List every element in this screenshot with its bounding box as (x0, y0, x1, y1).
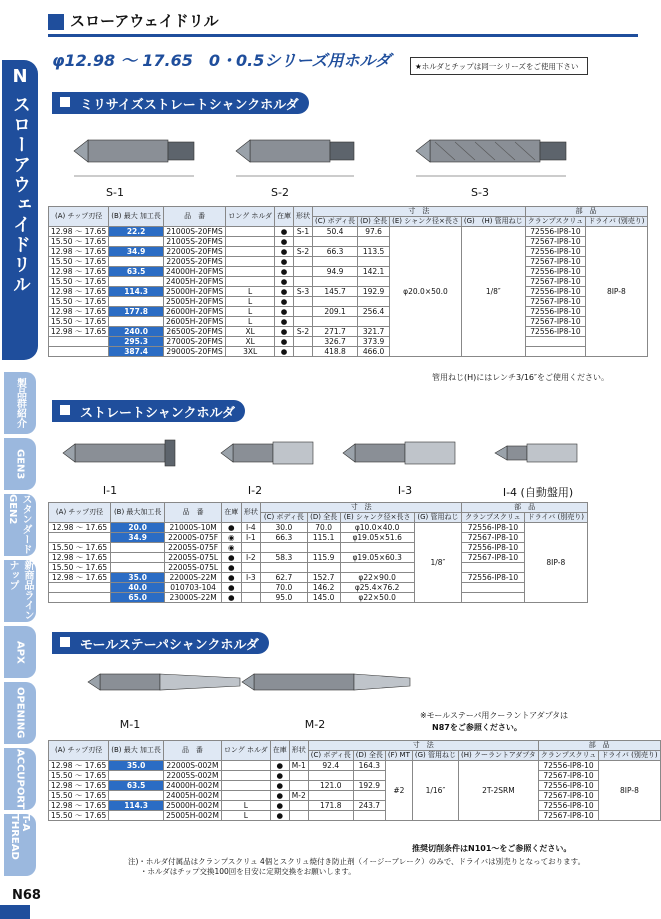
page-title: スローアウェイドリル (70, 12, 219, 30)
table-row: 12.98 ～ 17.65 22.2 21000S-20FMS ● S-1 50.4 97.6 φ20.0×50.0 1/8″ 72556-IP8-10 8IP-8 (49, 227, 648, 237)
section3-table: (A) チップ刃径 (B) 最大 加工長 品 番 ロング ホルダ 在庫 形状 寸 法 部 品 (C) ボディ長 (D) 全長 (F) MT (G) 管用ねじ (H) クーラントアダプタ クランプスクリュ ドライバ (別売り) 12.98 ～ 17.65 35.0 22000S-002M ● M-1 92.4 164.3 #2 1/16″ 2T-2SRM 72556-IP8-10 8IP-8 15.50 ～ 17.65 22005S-002M ● 72567-IP8-10 12.98 ～ 17.65 63.5 24000H-002M ● 121.0 192.9 72556-IP8-10 15.50 ～ 17.65 24005H-002M ● M-2 72567-IP8-10 12.98 ～ 17.65 114.3 25000H-002M L ● 171.8 243.7 72556-IP8-10 15.50 ～ 17.65 25005H-002M L ● 72567-IP8-10 (48, 740, 661, 821)
diagram-label-i3: I-3 (397, 484, 413, 497)
sidebar-tab-accuport[interactable]: ACCUPORT (4, 748, 36, 810)
table-row: 15.50 ～ 17.65 25005H-002M L ● 72567-IP8-10 (49, 811, 661, 821)
section3-diagrams (60, 660, 420, 720)
col-clamp: クランプスクリュ (525, 217, 586, 227)
table-row: 12.98 ～ 17.65 63.5 24000H-20FMS ● 94.9 142.1 72556-IP8-10 (49, 267, 648, 277)
page-number-bar (0, 905, 30, 919)
col-driver: ドライバ (別売り) (586, 217, 647, 227)
sidebar-active-tab[interactable] (2, 60, 38, 360)
section3-note1: ※モールステーパ用クーラントアダプタは (420, 711, 569, 720)
diagram-label-m2: M-2 (304, 718, 326, 731)
page-subtitle: φ12.98 ～ 17.65 0・0.5シリーズ用ホルダ (52, 51, 391, 70)
header-rule (48, 34, 638, 37)
table-row: 65.0 23000S-22M ● 95.0 145.0 φ22×50.0 (49, 593, 588, 603)
col-chip: (A) チップ刃径 (49, 207, 109, 227)
section2-table: (A) チップ刃径 (B) 最大加工長 品 番 在庫 形状 寸 法 部 品 (C) ボディ長 (D) 全長 (E) シャンク径×長さ (G) 管用ねじ クランプスクリュ ドライバ (別売り) 12.98 ～ 17.65 20.0 21000S-10M ● I-4 30.0 70.0 φ10.0×40.0 1/8″ 72556-IP8-10 8IP-8 34.9 22000S-075F ◉ I-1 66.3 115.1 φ19.05×51.6 72567-IP8-10 15.50 ～ 17.65 22005S-075F ◉ 72556-IP8-10 12.98 ～ 17.65 22005S-075L ● I-2 58.3 115.9 φ19.05×60.3 72567-IP8-10 15.50 ～ 17.65 22005S-075L ● 12.98 ～ 17.65 35.0 22000S-22M ● I-3 62.7 152.7 φ22×90.0 72556-IP8-10 40.0 010703-104 ● 70.0 146.2 φ25.4×76.2 65.0 23000S-22M ● 95.0 145.0 φ22×50.0 (48, 502, 588, 603)
section1-footnote: 管用ねじ(H)にはレンチ3/16″をご使用ください。 (432, 373, 610, 382)
diagram-label-s3: S-3 (471, 186, 489, 199)
sidebar-tab-gen2[interactable]: スタンダードGEN2 (4, 494, 36, 556)
header-square-icon (48, 14, 64, 30)
col-parts: 部 品 (525, 207, 647, 217)
table-row: 34.9 22000S-075F ◉ I-1 66.3 115.1 φ19.05×51.6 72567-IP8-10 (49, 533, 588, 543)
sidebar-tab-new[interactable]: 新商品ラインナップ (4, 560, 36, 622)
col-c: (C) ボディ長 (313, 217, 358, 227)
section2-title: ストレートシャンクホルダ (52, 400, 245, 422)
table-row: 15.50 ～ 17.65 25005H-20FMS L ● 72567-IP8-10 (49, 297, 648, 307)
diagram-m2 (242, 674, 410, 690)
col-depth: (B) 最大 加工長 (109, 207, 164, 227)
col-long: ロング ホルダ (226, 207, 275, 227)
sidebar-tab-products[interactable]: 製品群紹介 (4, 372, 36, 434)
diagram-label-i1: I-1 (102, 484, 118, 497)
sidebar-main-label: スローアウェイドリル (10, 95, 31, 295)
diagram-i1 (63, 440, 175, 466)
section3-title: モールステーパシャンクホルダ (52, 632, 269, 654)
diagram-label-m1: M-1 (119, 718, 141, 731)
sidebar-tab-apx[interactable]: APX (4, 626, 36, 678)
table-row: 12.98 ～ 17.65 35.0 22000S-22M ● I-3 62.7 152.7 φ22×90.0 72556-IP8-10 (49, 573, 588, 583)
diagram-label-s2: S-2 (271, 186, 289, 199)
table-row: 12.98 ～ 17.65 22005S-075L ● I-2 58.3 115.9 φ19.05×60.3 72567-IP8-10 (49, 553, 588, 563)
table-row: 12.98 ～ 17.65 20.0 21000S-10M ● I-4 30.0 70.0 φ10.0×40.0 1/8″ 72556-IP8-10 8IP-8 (49, 523, 588, 533)
table-row: 15.50 ～ 17.65 22005S-075F ◉ 72556-IP8-10 (49, 543, 588, 553)
table-row: 12.98 ～ 17.65 35.0 22000S-002M ● M-1 92.4 164.3 #2 1/16″ 2T-2SRM 72556-IP8-10 8IP-8 (49, 761, 661, 771)
note-line2: ・ホルダはチップ交換100回を目安に定期交換をお願いします。 (140, 867, 356, 876)
section1-title: ミリサイズストレートシャンクホルダ (52, 92, 309, 114)
col-part: 品 番 (163, 207, 225, 227)
section3-note2: N87をご参照ください。 (432, 723, 522, 732)
sidebar-tab-gen3[interactable]: GEN3 (4, 438, 36, 490)
diagram-label-i4: I-4 (自動盤用) (502, 486, 574, 499)
table-row: 15.50 ～ 17.65 26005H-20FMS L ● 72567-IP8-10 (49, 317, 648, 327)
section1-table (48, 206, 648, 357)
col-shape: 形状 (294, 207, 313, 227)
table-row: 12.98 ～ 17.65 63.5 24000H-002M ● 121.0 192.9 72556-IP8-10 (49, 781, 661, 791)
section3-body (49, 761, 661, 821)
table-row: 12.98 ～ 17.65 34.9 22000S-20FMS ● S-2 66.3 113.5 72556-IP8-10 (49, 247, 648, 257)
table-row: 15.50 ～ 17.65 24005H-20FMS ● 72567-IP8-10 (49, 277, 648, 287)
table-row: 15.50 ～ 17.65 21005S-20FMS ● 72567-IP8-10 (49, 237, 648, 247)
page-number: N68 (12, 888, 41, 903)
table-row: 15.50 ～ 17.65 22005S-002M ● 72567-IP8-10 (49, 771, 661, 781)
series-note: ★ホルダとチップは同一シリーズをご使用下さい (410, 57, 588, 75)
col-dims: 寸 法 (313, 207, 526, 217)
sidebar-letter: N (12, 66, 28, 87)
section3-footnote: 推奨切削条件はN101～をご参照ください。 (412, 844, 572, 853)
col-stock: 在庫 (275, 207, 294, 227)
table-row: 12.98 ～ 17.65 177.8 26000H-20FMS L ● 209.1 256.4 72556-IP8-10 (49, 307, 648, 317)
diagram-m1 (88, 674, 240, 690)
table-row: 387.4 29000S-20FMS 3XL ● 418.8 466.0 (49, 347, 648, 357)
table-row: 15.50 ～ 17.65 22005S-20FMS ● 72567-IP8-10 (49, 257, 648, 267)
sidebar-tab-opening[interactable]: OPENING (4, 682, 36, 744)
diagram-s2 (236, 140, 354, 176)
col-d: (D) 全長 (358, 217, 390, 227)
table-row: 15.50 ～ 17.65 22005S-075L ● (49, 563, 588, 573)
table-row: 12.98 ～ 17.65 114.3 25000H-002M L ● 171.8 243.7 72556-IP8-10 (49, 801, 661, 811)
diagram-s3 (416, 140, 566, 176)
diagram-i4 (495, 444, 577, 462)
table-row: 12.98 ～ 17.65 240.0 26500S-20FMS XL ● S-2 271.7 321.7 72556-IP8-10 (49, 327, 648, 337)
table-row: 15.50 ～ 17.65 24005H-002M ● M-2 72567-IP8-10 (49, 791, 661, 801)
col-gh: (G) (H) 管用ねじ (461, 217, 525, 227)
table-row: 12.98 ～ 17.65 114.3 25000H-20FMS L ● S-3 145.7 192.9 72556-IP8-10 (49, 287, 648, 297)
section2-body (49, 523, 588, 603)
diagram-label-i2: I-2 (247, 484, 263, 497)
table-row: 40.0 010703-104 ● 70.0 146.2 φ25.4×76.2 (49, 583, 588, 593)
diagram-label-s1: S-1 (106, 186, 124, 199)
col-e: (E) シャンク径×長さ (390, 217, 462, 227)
table-row: 295.3 27000S-20FMS XL ● 326.7 373.9 (49, 337, 648, 347)
diagram-i3 (343, 442, 455, 464)
sidebar-tab-thread[interactable]: T-A THREAD (4, 814, 36, 876)
section2-diagrams (55, 426, 595, 486)
note-line1: 注)・ホルダ付属品はクランプスクリュ 4個とスクリュ焼付き防止剤（イージーブレーク）のみで、ドライバは別売りとなっております。 (128, 857, 586, 866)
diagram-s1 (74, 140, 194, 176)
diagram-i2 (221, 442, 313, 464)
section1-body (49, 227, 648, 357)
